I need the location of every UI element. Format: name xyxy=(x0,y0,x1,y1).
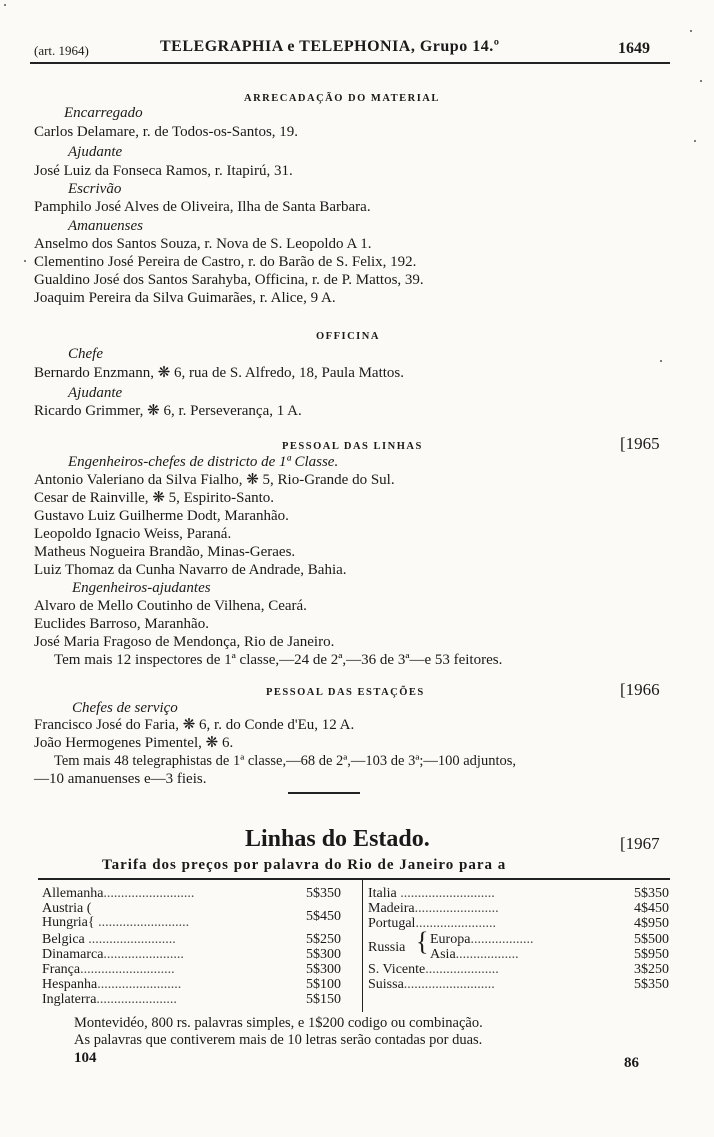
staff-note: Tem mais 12 inspectores de 1ª classe,—24 de 2ª,—36 de 3ª—e 53 feitores. xyxy=(54,652,503,668)
margin-section-number: [1965 xyxy=(620,434,660,453)
tariff-note: As palavras que contiverem mais de 10 letras serão contadas por duas. xyxy=(74,1032,483,1048)
tariff-price: 5$100 xyxy=(306,977,341,992)
page-number: 1649 xyxy=(618,40,650,57)
tariff-row xyxy=(368,962,499,977)
section-heading-linhas: PESSOAL DAS LINHAS xyxy=(282,441,423,452)
staff-note: —10 amanuenses e—3 fieis. xyxy=(34,771,207,787)
staff-entry: Joaquim Pereira da Silva Guimarães, r. Alice, 9 A. xyxy=(34,290,336,306)
role-label: Engenheiros-ajudantes xyxy=(72,580,211,596)
country-name: Allemanha xyxy=(42,886,104,901)
tariff-row xyxy=(430,932,533,947)
leader-dots: ......................... xyxy=(88,932,176,947)
table-column-divider xyxy=(362,880,363,1012)
tariff-row xyxy=(42,932,176,947)
table-top-rule xyxy=(38,878,670,880)
brace-glyph: { xyxy=(87,915,99,930)
staff-note: Tem mais 48 telegraphistas de 1ª classe,—68 de 2ª,—103 de 3ª;—100 adjuntos, xyxy=(54,753,517,769)
staff-name: Francisco José do Faria, xyxy=(34,717,179,733)
role-label: Amanuenses xyxy=(68,218,143,234)
staff-entry xyxy=(34,734,233,752)
staff-entry xyxy=(34,402,302,420)
staff-details: 5, Espirito-Santo. xyxy=(168,490,275,506)
scan-speck xyxy=(694,140,696,142)
leader-dots: .......................... xyxy=(98,915,190,930)
role-label: Chefes de serviço xyxy=(72,700,178,716)
brace-glyph: ( xyxy=(86,901,92,916)
staff-name: Cesar de Rainville, xyxy=(34,490,149,506)
role-label: Encarregado xyxy=(64,105,143,121)
russia-label: Russia xyxy=(368,940,406,955)
leader-dots: ....................... xyxy=(96,992,177,1007)
scan-speck xyxy=(4,4,6,6)
staff-entry: Leopoldo Ignacio Weiss, Paraná. xyxy=(34,526,232,542)
tariff-row xyxy=(42,962,175,977)
staff-entry: Pamphilo José Alves de Oliveira, Ilha de Santa Barbara. xyxy=(34,199,371,215)
brace-glyph: { xyxy=(416,927,429,956)
tariff-price: 3$250 xyxy=(634,962,669,977)
staff-name: Bernardo Enzmann, xyxy=(34,365,154,381)
role-label: Ajudante xyxy=(68,144,123,160)
tariff-subtitle: Tarifa dos preços por palavra do Rio de Janeiro para a xyxy=(102,857,507,873)
section-heading-estacoes: PESSOAL DAS ESTAÇÕES xyxy=(266,687,425,698)
tariff-price: 5$350 xyxy=(634,886,669,901)
country-name: Italia xyxy=(368,886,397,901)
country-name: S. Vicente xyxy=(368,962,426,977)
tariff-row xyxy=(42,947,184,962)
tariff-row xyxy=(42,901,91,916)
staff-entry xyxy=(34,716,354,734)
role-label: Ajudante xyxy=(68,385,123,401)
staff-details: 6. xyxy=(221,735,234,751)
decoration-icon: ❋ xyxy=(182,717,196,733)
signature-mark: 104 xyxy=(74,1050,97,1066)
staff-entry: José Maria Fragoso de Mendonça, Rio de Janeiro. xyxy=(34,634,335,650)
tariff-price: 5$950 xyxy=(634,947,669,962)
country-name: Belgica xyxy=(42,932,85,947)
leader-dots: ....................... xyxy=(415,916,496,931)
country-name: Austria xyxy=(42,901,84,916)
country-name: Madeira xyxy=(368,901,415,916)
margin-section-number: [1967 xyxy=(620,834,660,853)
scan-speck xyxy=(660,360,662,362)
role-label: Escrivão xyxy=(68,181,122,197)
country-name: Suissa xyxy=(368,977,404,992)
tariff-row xyxy=(368,901,499,916)
role-label: Engenheiros-chefes de districto de 1ª Classe. xyxy=(68,454,339,470)
tariff-price: 5$250 xyxy=(306,932,341,947)
leader-dots: .................. xyxy=(455,947,519,962)
role-label: Chefe xyxy=(68,346,103,362)
tariff-row xyxy=(42,915,189,930)
decoration-icon: ❋ xyxy=(147,403,160,419)
scan-speck xyxy=(690,30,692,32)
staff-details: 6, r. Perseverança, 1 A. xyxy=(163,403,302,419)
tariff-price: 5$300 xyxy=(306,947,341,962)
country-name: Hespanha xyxy=(42,977,98,992)
staff-details: 6, rua de S. Alfredo, 18, Paula Mattos. xyxy=(174,365,405,381)
running-title: TELEGRAPHIA e TELEPHONIA, Grupo 14.º xyxy=(160,38,500,55)
staff-entry: Carlos Delamare, r. de Todos-os-Santos, 19. xyxy=(34,124,299,140)
leader-dots: ..................... xyxy=(425,962,499,977)
staff-entry: Anselmo dos Santos Souza, r. Nova de S. Leopoldo A 1. xyxy=(34,236,372,252)
tariff-row xyxy=(430,947,519,962)
tariff-price: 4$450 xyxy=(634,901,669,916)
country-name: Inglaterra xyxy=(42,992,97,1007)
tariff-row xyxy=(42,977,181,992)
staff-entry: Gualdino José dos Santos Sarahyba, Officina, r. de P. Mattos, 39. xyxy=(34,272,424,288)
tariff-price: 4$950 xyxy=(634,916,669,931)
staff-entry xyxy=(34,471,395,489)
decoration-icon: ❋ xyxy=(157,365,171,381)
section-divider xyxy=(288,792,360,794)
leader-dots: ........................ xyxy=(414,901,499,916)
scan-speck xyxy=(700,80,702,82)
decoration-icon: ❋ xyxy=(246,472,259,488)
footer-page-number: 86 xyxy=(624,1055,639,1071)
staff-name: Ricardo Grimmer, xyxy=(34,403,144,419)
tariff-row xyxy=(42,886,194,901)
country-name: Dinamarca xyxy=(42,947,104,962)
tariff-price: 5$450 xyxy=(306,909,341,924)
section-title-estado: Linhas do Estado. xyxy=(245,826,430,852)
tariff-row xyxy=(42,992,177,1007)
tariff-price: 5$500 xyxy=(634,932,669,947)
country-name: Portugal xyxy=(368,916,416,931)
country-name: França xyxy=(42,962,81,977)
leader-dots: .......................... xyxy=(403,977,495,992)
tariff-note: Montevidéo, 800 rs. palavras simples, e 1$200 codigo ou combinação. xyxy=(74,1015,483,1031)
decoration-icon: ❋ xyxy=(152,490,165,506)
staff-details: 6, r. do Conde d'Eu, 12 A. xyxy=(199,717,355,733)
leader-dots: .......................... xyxy=(103,886,195,901)
staff-entry: Euclides Barroso, Maranhão. xyxy=(34,616,209,632)
tariff-row xyxy=(368,977,495,992)
section-heading-arrecadacao: ARRECADAÇÃO DO MATERIAL xyxy=(244,93,440,104)
staff-entry: Luiz Thomaz da Cunha Navarro de Andrade, Bahia. xyxy=(34,562,347,578)
tariff-price: 5$300 xyxy=(306,962,341,977)
country-name: Hungria xyxy=(42,915,88,930)
tariff-price: 5$150 xyxy=(306,992,341,1007)
leader-dots: ........................ xyxy=(97,977,182,992)
staff-name: João Hermogenes Pimentel, xyxy=(34,735,202,751)
country-name: Asia xyxy=(430,947,456,962)
staff-entry xyxy=(34,489,274,507)
staff-name: Antonio Valeriano da Silva Fialho, xyxy=(34,472,243,488)
leader-dots: ........................... xyxy=(400,886,495,901)
staff-entry: Clementino José Pereira de Castro, r. do Barão de S. Felix, 192. xyxy=(34,254,417,270)
section-heading-officina: OFFICINA xyxy=(316,331,380,342)
tariff-price: 5$350 xyxy=(634,977,669,992)
tariff-row xyxy=(368,916,496,931)
leader-dots: .................. xyxy=(470,932,534,947)
leader-dots: ........................... xyxy=(80,962,175,977)
article-reference: (art. 1964) xyxy=(34,43,89,58)
staff-entry: José Luiz da Fonseca Ramos, r. Itapirú, 31. xyxy=(34,163,293,179)
country-name: Europa xyxy=(430,932,471,947)
leader-dots: ....................... xyxy=(103,947,184,962)
tariff-row xyxy=(368,886,495,901)
staff-entry xyxy=(34,364,404,382)
staff-entry: Alvaro de Mello Coutinho de Vilhena, Ceará. xyxy=(34,598,307,614)
margin-section-number: [1966 xyxy=(620,680,660,699)
decoration-icon: ❋ xyxy=(205,735,219,751)
scan-speck xyxy=(24,260,26,262)
staff-entry: Matheus Nogueira Brandão, Minas-Geraes. xyxy=(34,544,296,560)
header-rule xyxy=(30,62,670,64)
staff-details: 5, Rio-Grande do Sul. xyxy=(262,472,395,488)
staff-entry: Gustavo Luiz Guilherme Dodt, Maranhão. xyxy=(34,508,289,524)
tariff-price: 5$350 xyxy=(306,886,341,901)
